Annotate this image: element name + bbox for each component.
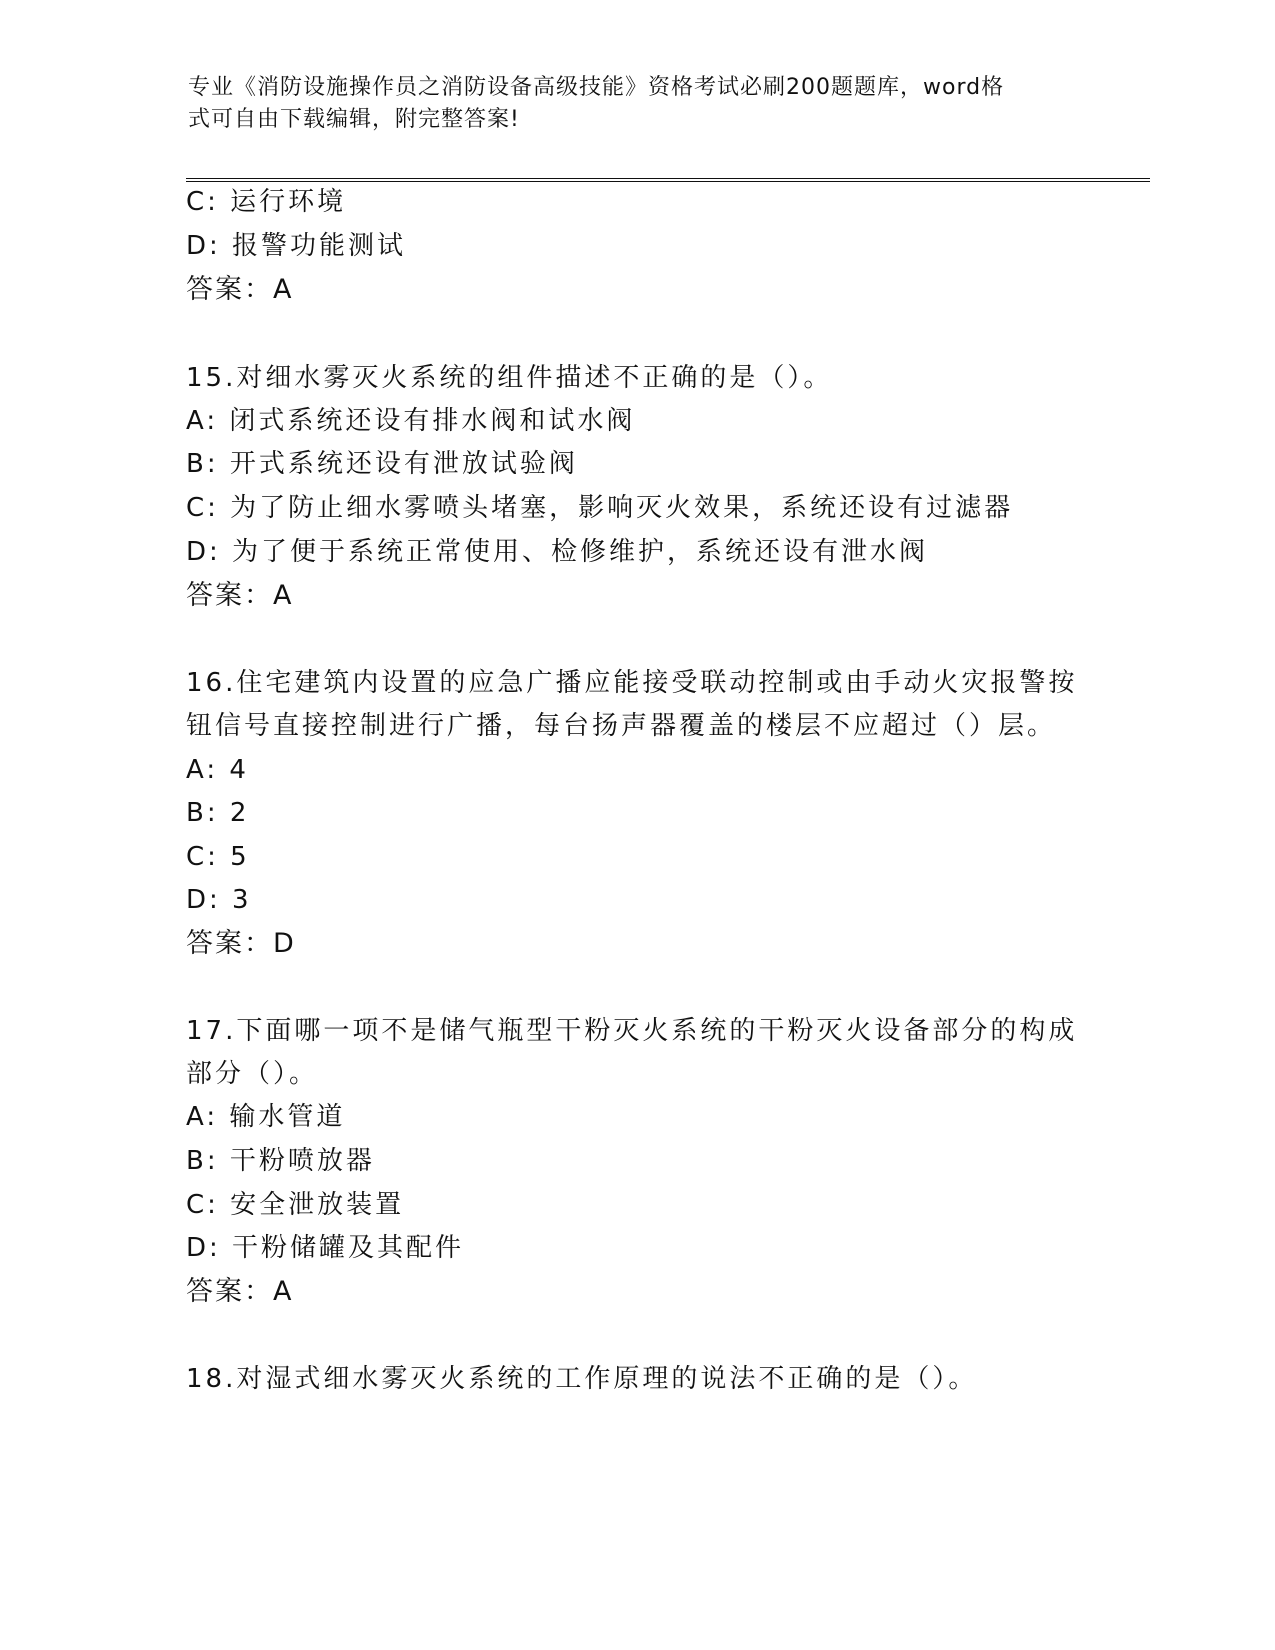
q15-option-d: D: 为了便于系统正常使用、检修维护，系统还设有泄水阀 bbox=[186, 537, 929, 567]
q17-option-b: B: 干粉喷放器 bbox=[186, 1146, 375, 1176]
q16-answer: 答案：D bbox=[186, 928, 296, 959]
q17-option-c: C: 安全泄放装置 bbox=[186, 1190, 405, 1220]
q16-stem-line-2: 钮信号直接控制进行广播，每台扬声器覆盖的楼层不应超过（）层。 bbox=[186, 711, 1057, 741]
q16-option-b: B: 2 bbox=[186, 798, 250, 828]
q17-answer: 答案：A bbox=[186, 1276, 294, 1307]
header-line-2: 式可自由下载编辑，附完整答案! bbox=[188, 107, 520, 132]
header-divider bbox=[186, 178, 1150, 182]
q15-stem: 15.对细水雾灭火系统的组件描述不正确的是（）。 bbox=[186, 363, 833, 393]
page-header bbox=[188, 72, 1068, 136]
q15-answer: 答案：A bbox=[186, 580, 294, 611]
q15-option-b: B: 开式系统还设有泄放试验阀 bbox=[186, 449, 578, 479]
q15-option-a: A: 闭式系统还设有排水阀和试水阀 bbox=[186, 406, 636, 436]
q14-option-d: D: 报警功能测试 bbox=[186, 231, 407, 261]
q16-option-c: C: 5 bbox=[186, 842, 250, 872]
q17-option-a: A: 输水管道 bbox=[186, 1102, 346, 1132]
q17-stem-line-1: 17.下面哪一项不是储气瓶型干粉灭火系统的干粉灭火设备部分的构成 bbox=[186, 1016, 1078, 1046]
q18-stem: 18.对湿式细水雾灭火系统的工作原理的说法不正确的是（）。 bbox=[186, 1364, 978, 1394]
q15-option-c: C: 为了防止细水雾喷头堵塞，影响灭火效果，系统还设有过滤器 bbox=[186, 493, 1014, 523]
q17-stem-line-2: 部分（）。 bbox=[186, 1059, 319, 1089]
q16-option-a: A: 4 bbox=[186, 755, 249, 785]
q17-option-d: D: 干粉储罐及其配件 bbox=[186, 1233, 465, 1263]
header-line-1: 专业《消防设施操作员之消防设备高级技能》资格考试必刷200题题库，word格 bbox=[188, 75, 1005, 100]
q16-stem-line-1: 16.住宅建筑内设置的应急广播应能接受联动控制或由手动火灾报警按 bbox=[186, 668, 1078, 698]
q16-option-d: D: 3 bbox=[186, 885, 252, 915]
q14-answer: 答案：A bbox=[186, 274, 294, 305]
q14-option-c: C: 运行环境 bbox=[186, 187, 347, 217]
